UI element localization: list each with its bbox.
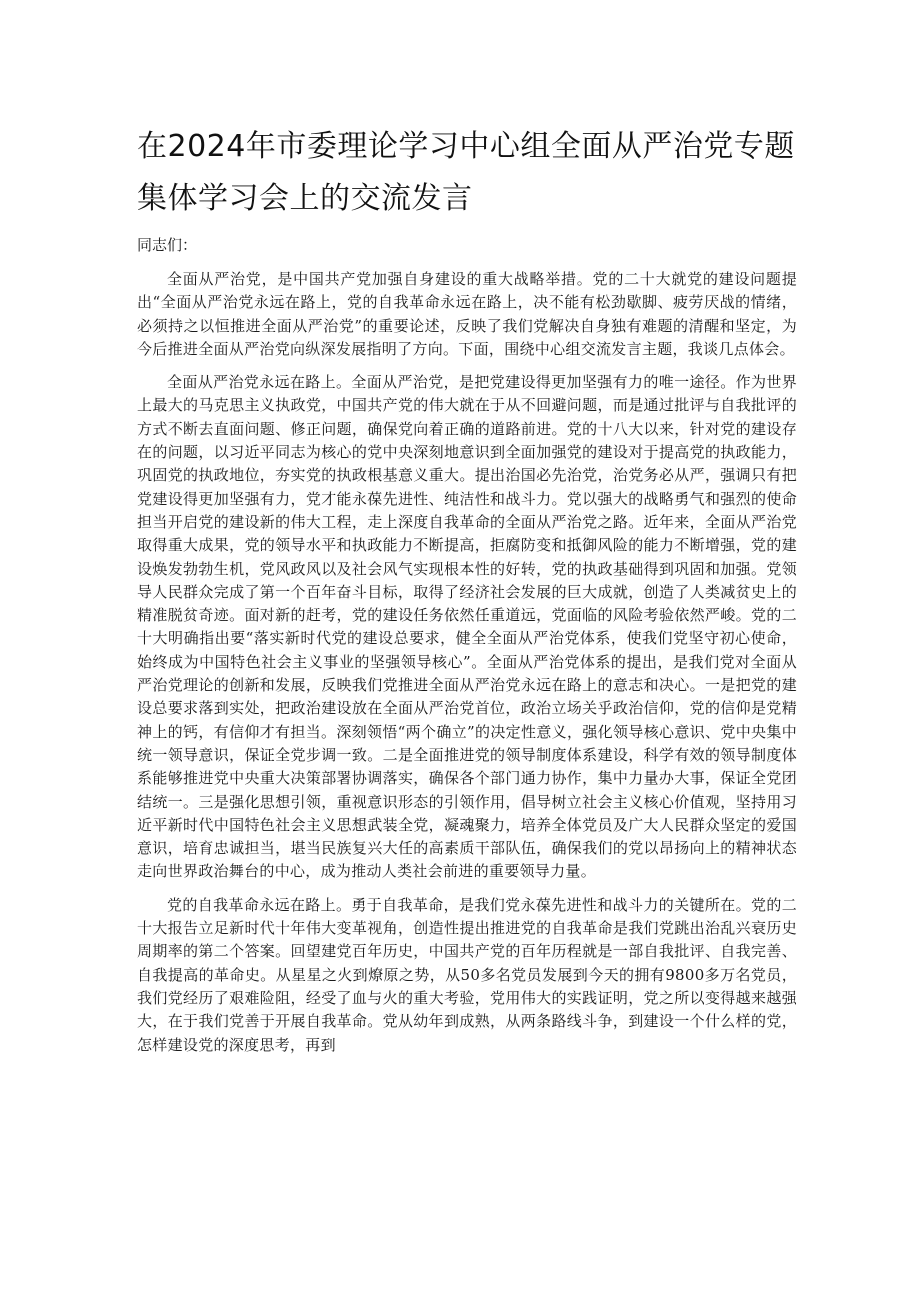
salutation: 同志们：	[137, 236, 198, 254]
paragraph-intro: 全面从严治党，是中国共产党加强自身建设的重大战略举措。党的二十大就党的建设问题提出“全面从严治党永远在路上，党的自我革命永远在路上，决不能有松劲歇脚、疲劳厌战的情绪，必须持之以恒推进全面从严治党”的重要论述，反映了我们党解决自身独有难题的清醒和坚定，为今后推进全面从严治党向纵深发展指明了方向。下面，围绕中心组交流发言主题，我谈几点体会。	[137, 270, 797, 358]
document-body	[137, 268, 797, 1067]
paragraph-self-revolution: 党的自我革命永远在路上。勇于自我革命，是我们党永葆先进性和战斗力的关键所在。党的二十大报告立足新时代十年伟大变革视角，创造性提出推进党的自我革命是我们党跳出治乱兴衰历史周期率的第二个答案。回望建党百年历史，中国共产党的百年历程就是一部自我批评、自我完善、自我提高的革命史。从星星之火到燎原之势，从50多名党员发展到今天的拥有9800多万名党员，我们党经历了艰难险阻，经受了血与火的重大考验，党用伟大的实践证明，党之所以变得越来越强大，在于我们党善于开展自我革命。党从幼年到成熟，从两条路线斗争，到建设一个什么样的党，怎样建设党的深度思考，再到	[137, 895, 797, 1054]
document-title: 在2024年市委理论学习中心组全面从严治党专题集体学习会上的交流发言	[137, 129, 795, 216]
paragraph-strict-governance: 全面从严治党永远在路上。全面从严治党，是把党建设得更加坚强有力的唯一途径。作为世界上最大的马克思主义执政党，中国共产党的伟大就在于从不回避问题，而是通过批评与自我批评的方式不断去直面问题、修正问题，确保党向着正确的道路前进。党的十八大以来，针对党的建设存在的问题，以习近平同志为核心的党中央深刻地意识到全面加强党的建设对于提高党的执政能力，巩固党的执政地位，夯实党的执政根基意义重大。提出治国必先治党，治党务必从严，强调只有把党建设得更加坚强有力，党才能永葆先进性、纯洁性和战斗力。党以强大的战略勇气和强烈的使命担当开启党的建设新的伟大工程，走上深度自我革命的全面从严治党之路。近年来，全面从严治党取得重大成果，党的领导水平和执政能力不断提高，拒腐防变和抵御风险的能力不断增强，党的建设焕发勃勃生机，党风政风以及社会风气实现根本性的好转，党的执政基础得到巩固和加强。党领导人民群众完成了第一个百年奋斗目标，取得了经济社会发展的巨大成就，创造了人类减贫史上的精准脱贫奇迹。面对新的赶考，党的建设任务依然任重道远，党面临的风险考验依然严峻。党的二十大明确指出要“落实新时代党的建设总要求，健全全面从严治党体系，使我们党坚守初心使命，始终成为中国特色社会主义事业的坚强领导核心”。全面从严治党体系的提出，是我们党对全面从严治党理论的创新和发展，反映我们党推进全面从严治党永远在路上的意志和决心。一是把党的建设总要求落到实处，把政治建设放在全面从严治党首位，政治立场关乎政治信仰，党的信仰是党精神上的钙，有信仰才有担当。深刻领悟“两个确立”的决定性意义，强化领导核心意识、党中央集中统一领导意识，保证全党步调一致。二是全面推进党的领导制度体系建设，科学有效的领导制度体系能够推进党中央重大决策部署协调落实，确保各个部门通力协作，集中力量办大事，保证全党团结统一。三是强化思想引领，重视意识形态的引领作用，倡导树立社会主义核心价值观，坚持用习近平新时代中国特色社会主义思想武装全党，凝魂聚力，培养全体党员及广大人民群众坚定的爱国意识，培育忠诚担当，堪当民族复兴大任的高素质干部队伍，确保我们的党以昂扬向上的精神状态走向世界政治舞台的中心，成为推动人类社会前进的重要领导力量。	[137, 373, 797, 881]
